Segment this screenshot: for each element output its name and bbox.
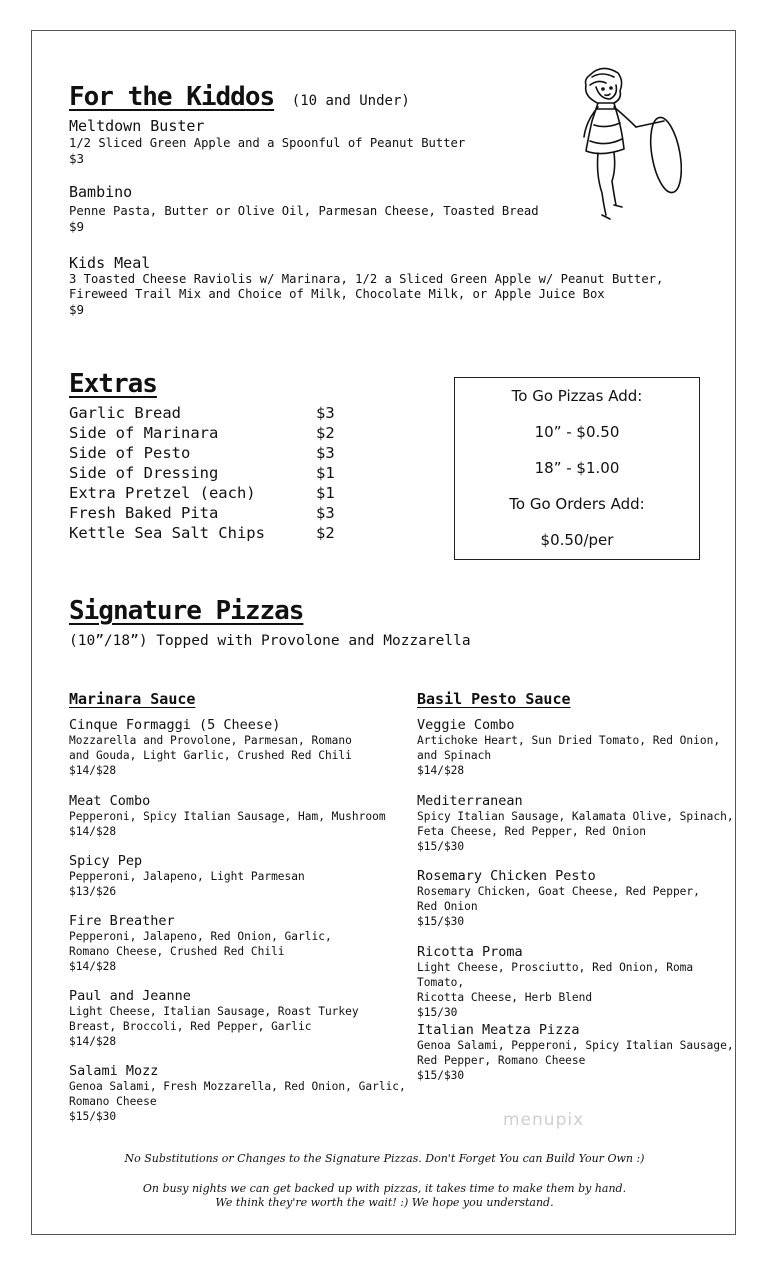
kid-item-kids-meal [69, 254, 663, 317]
pizza-name: Italian Meatza Pizza [417, 1022, 580, 1038]
pizza-item [417, 868, 700, 929]
item-desc: 1/2 Sliced Green Apple and a Spoonful of Peanut Butter [69, 136, 466, 150]
pizza-name: Rosemary Chicken Pesto [417, 868, 596, 884]
pizza-desc: Artichoke Heart, Sun Dried Tomato, Red Onion, [417, 734, 721, 747]
extras-item-name: Garlic Bread [69, 404, 181, 422]
pizza-desc: Rosemary Chicken, Goat Cheese, Red Pepper, [417, 885, 700, 898]
pizza-name: Fire Breather [69, 913, 175, 929]
item-name: Kids Meal [69, 254, 151, 272]
to-go-box [454, 377, 700, 560]
pizza-name: Mediterranean [417, 793, 523, 809]
pizza-item [417, 717, 720, 778]
item-price: $9 [69, 219, 85, 234]
togo-line: To Go Orders Add: [509, 495, 645, 513]
pizza-item [69, 988, 359, 1049]
extras-item-price: $3 [316, 404, 335, 422]
pizza-name: Cinque Formaggi (5 Cheese) [69, 717, 281, 733]
pizza-name: Paul and Jeanne [69, 988, 191, 1004]
extras-row [69, 403, 339, 423]
pizza-price: $14/$28 [69, 825, 117, 838]
signature-heading [69, 596, 303, 626]
extras-item-price: $1 [316, 464, 335, 482]
pizza-desc: Mozzarella and Provolone, Parmesan, Romano [69, 734, 352, 747]
pizza-item [69, 717, 352, 778]
extras-row [69, 463, 339, 483]
extras-heading [69, 369, 157, 399]
pizza-price: $14/$28 [417, 764, 465, 777]
extras-row [69, 443, 339, 463]
menu-page [31, 30, 736, 1235]
pesto-heading: Basil Pesto Sauce [417, 690, 571, 708]
kiddos-heading [69, 82, 410, 112]
extras-item-name: Side of Dressing [69, 464, 219, 482]
extras-row [69, 503, 339, 523]
extras-row [69, 523, 339, 543]
extras-row [69, 423, 339, 443]
pizza-name: Salami Mozz [69, 1063, 159, 1079]
extras-item-name: Extra Pretzel (each) [69, 484, 256, 502]
item-name: Bambino [69, 183, 133, 201]
extras-item-name: Side of Marinara [69, 424, 219, 442]
pizza-desc: Ricotta Cheese, Herb Blend [417, 991, 593, 1004]
pizza-price: $15/30 [417, 1006, 458, 1019]
togo-line: $0.50/per [540, 531, 614, 549]
footer-note: On busy nights we can get backed up with pizzas, it takes time to make them by hand. [142, 1182, 627, 1195]
extras-item-price: $1 [316, 484, 335, 502]
pizza-item [69, 1063, 406, 1124]
pizza-item [417, 793, 734, 854]
pizza-price: $15/$30 [417, 1069, 465, 1082]
watermark: menupix [503, 1110, 585, 1130]
pizza-price: $15/$30 [417, 915, 465, 928]
extras-item-price: $2 [316, 424, 335, 442]
pizza-item [417, 1022, 734, 1083]
item-desc: 3 Toasted Cheese Raviolis w/ Marinara, 1/2 a Sliced Green Apple w/ Peanut Butter, [69, 272, 664, 286]
extras-item-name: Kettle Sea Salt Chips [69, 524, 265, 542]
item-price: $3 [69, 151, 85, 166]
togo-line: To Go Pizzas Add: [511, 387, 643, 405]
kiddos-title: For the Kiddos [69, 82, 275, 112]
pizza-desc: Feta Cheese, Red Pepper, Red Onion [417, 825, 647, 838]
footer-note: We think they're worth the wait! :) We hope you understand. [215, 1196, 554, 1209]
pizza-price: $13/$26 [69, 885, 117, 898]
kid-item-bambino [69, 183, 539, 234]
pizza-name: Spicy Pep [69, 853, 143, 869]
pizza-price: $15/$30 [417, 840, 465, 853]
pizza-name: Ricotta Proma [417, 944, 523, 960]
pizza-item [69, 793, 386, 839]
pizza-desc: Light Cheese, Prosciutto, Red Onion, Roma Tomato, [417, 961, 694, 989]
extras-item-price: $3 [316, 504, 335, 522]
pizza-desc: Red Pepper, Romano Cheese [417, 1054, 586, 1067]
signature-title: Signature Pizzas [69, 596, 304, 626]
girl-with-hoop-illustration [562, 65, 682, 235]
item-desc: Fireweed Trail Mix and Choice of Milk, Chocolate Milk, or Apple Juice Box [69, 287, 605, 301]
footer-note: No Substitutions or Changes to the Signature Pizzas. Don't Forget You can Build Your Own :) [124, 1152, 645, 1165]
pizza-desc: Genoa Salami, Fresh Mozzarella, Red Onion, Garlic, [69, 1080, 406, 1093]
item-desc: Penne Pasta, Butter or Olive Oil, Parmesan Cheese, Toasted Bread [69, 204, 539, 218]
pizza-item [69, 913, 332, 974]
marinara-heading: Marinara Sauce [69, 690, 196, 708]
pizza-desc: Pepperoni, Jalapeno, Red Onion, Garlic, [69, 930, 332, 943]
kiddos-note: (10 and Under) [291, 93, 410, 109]
pizza-name: Veggie Combo [417, 717, 515, 733]
extras-list [69, 403, 339, 543]
pizza-desc: and Gouda, Light Garlic, Crushed Red Chili [69, 749, 352, 762]
pizza-item [417, 944, 735, 1020]
pizza-desc: Genoa Salami, Pepperoni, Spicy Italian Sausage, [417, 1039, 734, 1052]
pizza-desc: Romano Cheese, Crushed Red Chili [69, 945, 285, 958]
pizza-name: Meat Combo [69, 793, 151, 809]
extras-item-name: Side of Pesto [69, 444, 191, 462]
pizza-price: $14/$28 [69, 1035, 117, 1048]
pizza-price: $14/$28 [69, 960, 117, 973]
extras-row [69, 483, 339, 503]
pizza-desc: Pepperoni, Spicy Italian Sausage, Ham, Mushroom [69, 810, 386, 823]
pizza-desc: Light Cheese, Italian Sausage, Roast Turkey [69, 1005, 359, 1018]
pizza-desc: Red Onion [417, 900, 478, 913]
pizza-desc: Pepperoni, Jalapeno, Light Parmesan [69, 870, 305, 883]
item-name: Meltdown Buster [69, 117, 205, 135]
extras-item-name: Fresh Baked Pita [69, 504, 219, 522]
item-price: $9 [69, 302, 85, 317]
pizza-desc: and Spinach [417, 749, 492, 762]
togo-line: 10” - $0.50 [534, 423, 620, 441]
togo-line: 18” - $1.00 [534, 459, 620, 477]
pizza-price: $14/$28 [69, 764, 117, 777]
pizza-desc: Romano Cheese [69, 1095, 157, 1108]
pizza-item [69, 853, 305, 899]
pizza-desc: Spicy Italian Sausage, Kalamata Olive, Spinach, [417, 810, 734, 823]
extras-item-price: $3 [316, 444, 335, 462]
signature-note: (10”/18”) Topped with Provolone and Mozzarella [69, 633, 471, 649]
kid-item-meltdown [69, 117, 465, 166]
pizza-desc: Breast, Broccoli, Red Pepper, Garlic [69, 1020, 312, 1033]
pizza-price: $15/$30 [69, 1110, 117, 1123]
extras-item-price: $2 [316, 524, 335, 542]
extras-title: Extras [69, 369, 157, 399]
